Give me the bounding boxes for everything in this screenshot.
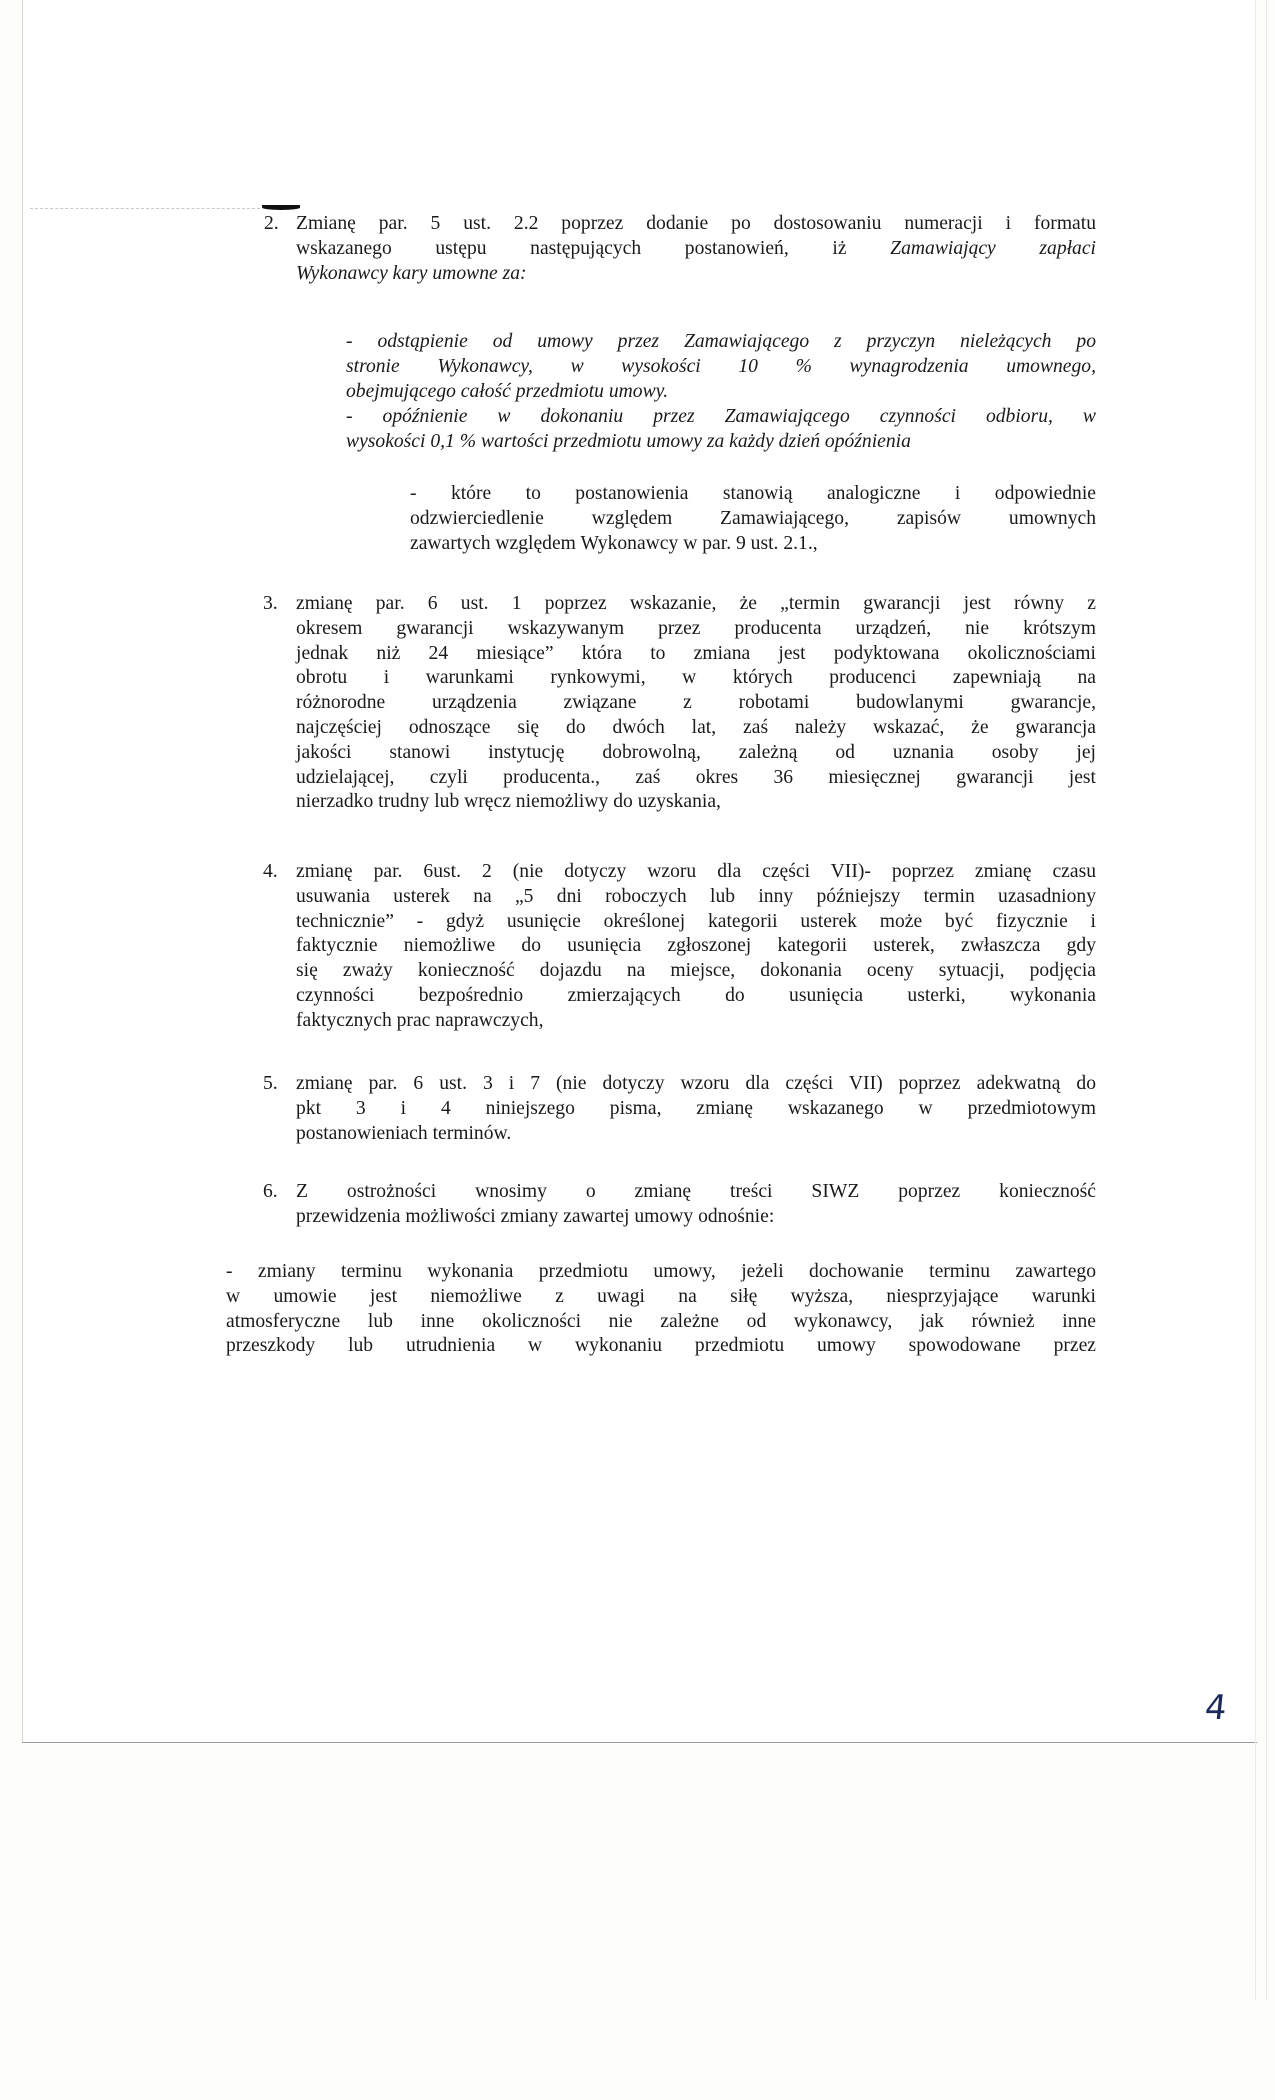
text-line: w umowie jest niemożliwe z uwagi na siłę wyższa, niesprzyjające warunki — [226, 1285, 1096, 1307]
text-line: faktycznych prac naprawczych, — [296, 1009, 544, 1031]
item-5-text — [296, 1072, 1096, 1146]
scan-edge-line — [1266, 0, 1267, 2000]
text-line — [296, 237, 1096, 262]
text-line: stronie Wykonawcy, w wysokości 10 % wynagrodzenia umownego, — [346, 355, 1096, 377]
text-line: postanowieniach terminów. — [296, 1122, 512, 1144]
text-line: jednak niż 24 miesiące” która to zmiana jest podyktowana okolicznościami — [296, 642, 1096, 664]
penalty-bullet-1 — [346, 330, 1096, 404]
text-line: przewidzenia możliwości zmiany zawartej umowy odnośnie: — [296, 1205, 775, 1227]
text-line: technicznie” - gdyż usunięcie określonej kategorii usterek może być fizycznie i — [296, 910, 1096, 932]
text-line: jakości stanowi instytucję dobrowolną, zależną od uznania osoby jej — [296, 741, 1096, 763]
scan-artifact-mark — [262, 205, 300, 210]
text-line: nierzadko trudny lub wręcz niemożliwy do uzyskania, — [296, 791, 721, 813]
item-number: 5. — [263, 1073, 278, 1094]
penalty-bullet-2 — [346, 405, 1096, 455]
text-line: udzielającej, czyli producenta., zaś okres 36 miesięcznej gwarancji jest — [296, 766, 1096, 788]
item-3-text — [296, 592, 1096, 815]
text-line: Wykonawcy kary umowne za: — [296, 262, 527, 284]
text-line: Zmianę par. 5 ust. 2.2 poprzez dodanie po dostosowaniu numeracji i formatu — [296, 213, 1096, 234]
text-line: atmosferyczne lub inne okoliczności nie zależne od wykonawcy, jak również inne — [226, 1310, 1096, 1332]
text-line: przeszkody lub utrudnienia w wykonaniu przedmiotu umowy spowodowane przez — [226, 1335, 1096, 1357]
text-line: zmianę par. 6 ust. 1 poprzez wskazanie, że „termin gwarancji jest równy z — [296, 593, 1096, 614]
text-line: obrotu i warunkami rynkowymi, w których producenci zapewniają na — [296, 667, 1096, 689]
scan-artifact-line — [30, 208, 260, 209]
item-number: 6. — [263, 1181, 278, 1202]
item-4-text — [296, 860, 1096, 1034]
text-line: różnorodne urządzenia związane z robotami budowlanymi gwarancje, — [296, 692, 1096, 714]
text-span: wskazanego ustępu następujących postanowień, iż — [296, 237, 847, 259]
text-line: odzwierciedlenie względem Zamawiającego, zapisów umownych — [410, 507, 1096, 529]
text-line: zmianę par. 6ust. 2 (nie dotyczy wzoru dla części VII)- poprzez zmianę czasu — [296, 861, 1096, 882]
text-line: się zważy konieczność dojazdu na miejsce, dokonania oceny sytuacji, podjęcia — [296, 960, 1096, 982]
text-line: najczęściej odnoszące się do dwóch lat, zaś należy wskazać, że gwarancja — [296, 716, 1096, 738]
text-line: wysokości 0,1 % wartości przedmiotu umowy za każdy dzień opóźnienia — [346, 430, 911, 452]
item-2-text — [296, 212, 1096, 286]
handwritten-page-number: 4 — [1202, 1688, 1229, 1728]
text-line: okresem gwarancji wskazywanym przez producenta urządzeń, nie krótszym — [296, 617, 1096, 639]
text-line: czynności bezpośrednio zmierzających do usunięcia usterki, wykonania — [296, 984, 1096, 1006]
text-line: zawartych względem Wykonawcy w par. 9 ust. 2.1., — [410, 532, 818, 554]
text-line: zmianę par. 6 ust. 3 i 7 (nie dotyczy wzoru dla części VII) poprzez adekwatną do — [296, 1073, 1096, 1094]
final-bullet — [226, 1260, 1096, 1359]
item-number: 3. — [263, 593, 278, 614]
text-line: usuwania usterek na „5 dni roboczych lub inny późniejszy termin uzasadniony — [296, 885, 1096, 907]
text-line: - odstąpienie od umowy przez Zamawiającego z przyczyn nieleżących po — [346, 331, 1096, 352]
text-line: - opóźnienie w dokonaniu przez Zamawiającego czynności odbioru, w — [346, 406, 1096, 427]
text-line: Z ostrożności wnosimy o zmianę treści SIWZ poprzez konieczność — [296, 1181, 1096, 1202]
italic-text: Zamawiający zapłaci — [890, 237, 1096, 259]
note-bullet — [410, 482, 1096, 556]
scan-edge-line — [1255, 0, 1256, 2000]
text-line: faktycznie niemożliwe do usunięcia zgłoszonej kategorii usterek, zwłaszcza gdy — [296, 935, 1096, 957]
item-number: 4. — [263, 861, 278, 882]
text-line: pkt 3 i 4 niniejszego pisma, zmianę wskazanego w przedmiotowym — [296, 1097, 1096, 1119]
text-line: - zmiany terminu wykonania przedmiotu umowy, jeżeli dochowanie terminu zawartego — [226, 1261, 1096, 1282]
text-line: obejmującego całość przedmiotu umowy. — [346, 380, 669, 402]
item-number: 2. — [264, 213, 279, 234]
text-line: - które to postanowienia stanowią analogiczne i odpowiednie — [410, 483, 1096, 504]
item-6-text — [296, 1180, 1096, 1230]
